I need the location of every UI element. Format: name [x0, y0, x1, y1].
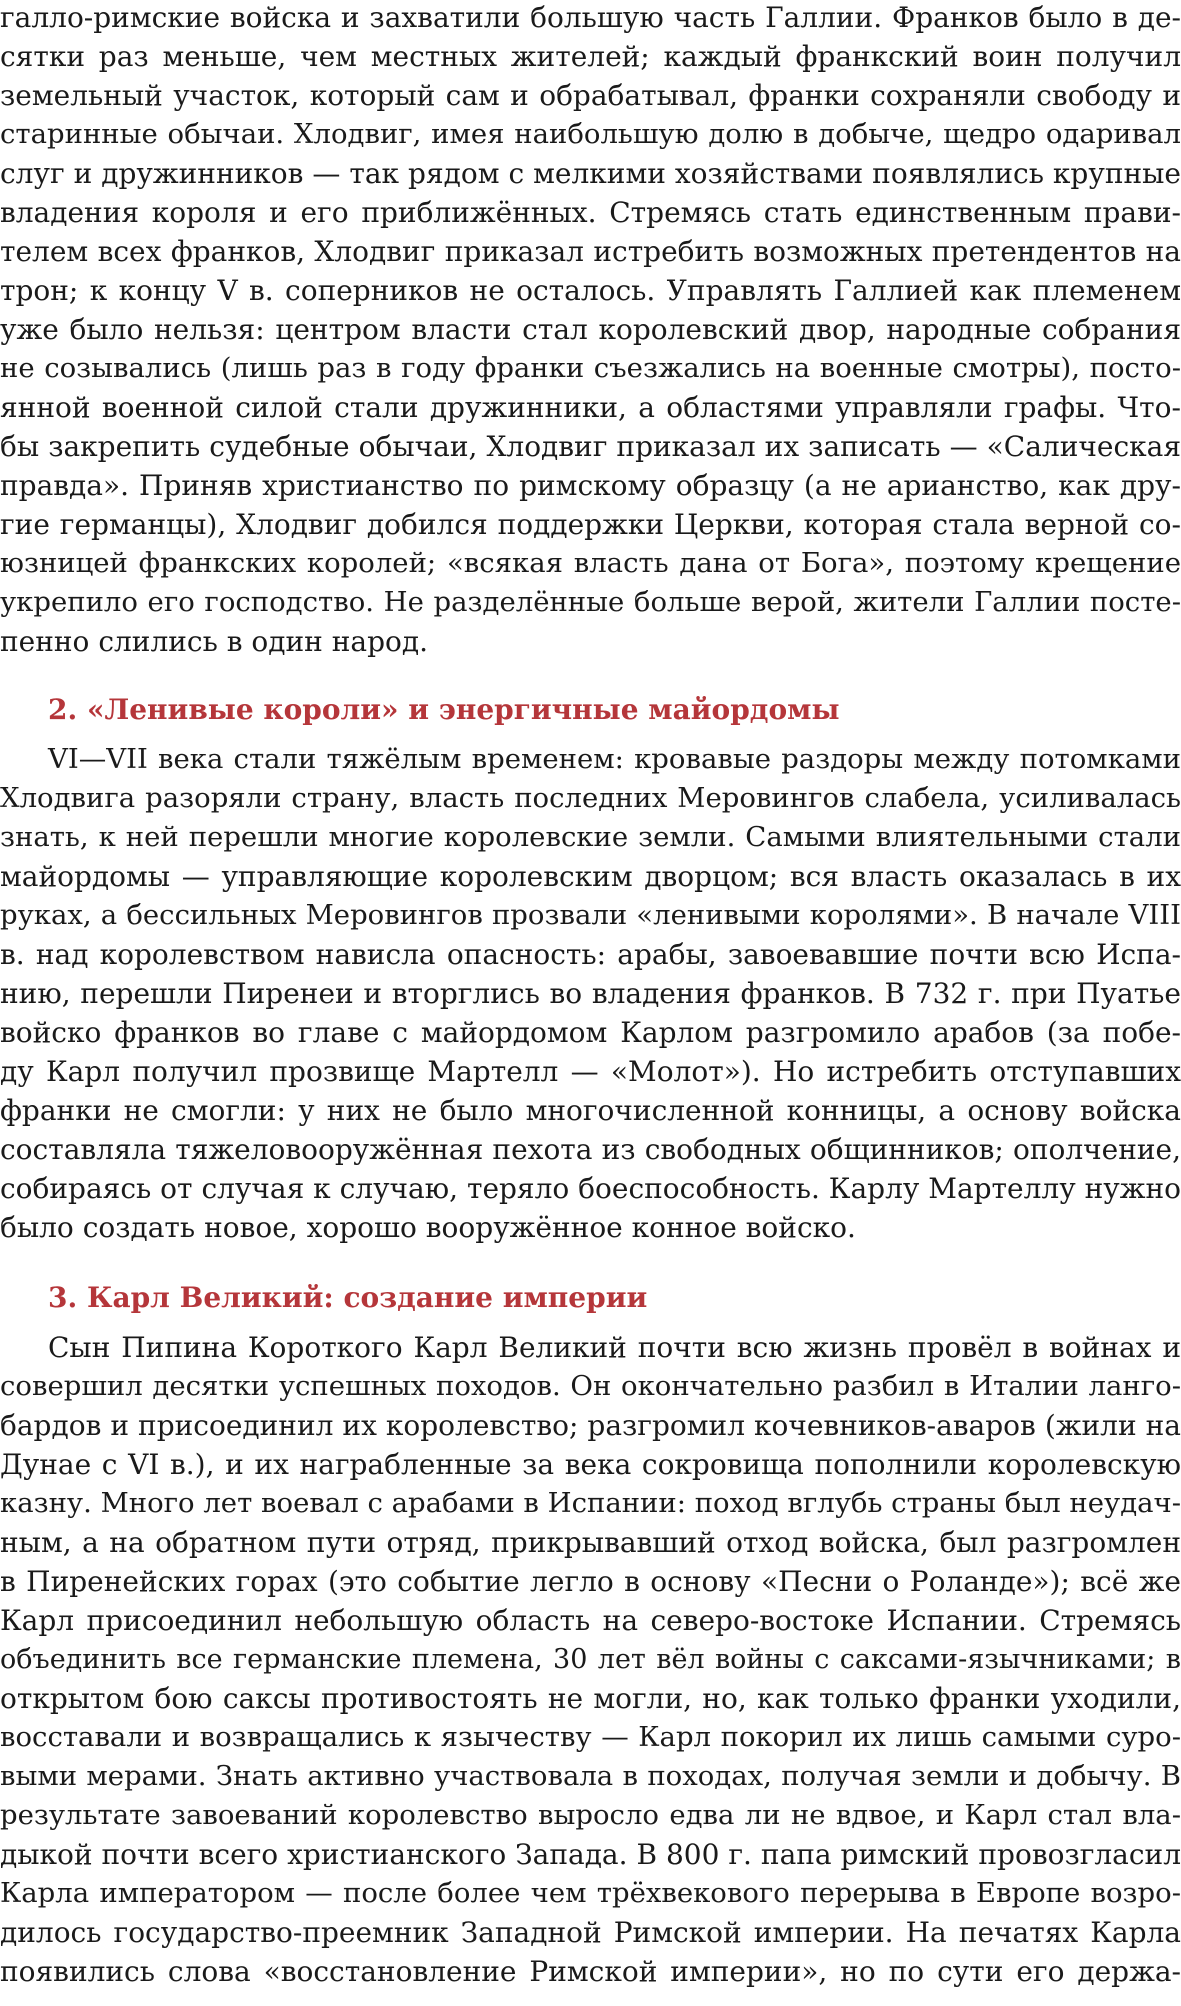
text-line: юзницей франкских королей; «всякая власть дана от Бога», поэтому крещение — [0, 547, 1181, 579]
text-line: VI—VII века стали тяжёлым временем: кровавые раздоры между потомками — [48, 743, 1181, 775]
text-line: Сын Пипина Короткого Карл Великий почти всю жизнь провёл в войнах и — [48, 1331, 1181, 1364]
text-line: объединить все германские племена, 30 лет вёл войны с саксами-язычниками; в — [0, 1644, 1181, 1675]
text-line: было создать новое, хорошо вооружённое конное войско. — [0, 1211, 856, 1244]
text-line: бардов и присоединил их королевство; разгромил кочевников-аваров (жили на — [0, 1409, 1181, 1442]
text-line: янной военной силой стали дружинники, а областями управляли графы. Что- — [0, 391, 1181, 424]
text-line: старинные обычаи. Хлодвиг, имея наибольшую долю в добыче, щедро одаривал — [0, 118, 1181, 150]
text-line: ду Карл получил прозвище Мартелл — «Молот»). Но истребить отступавших — [0, 1055, 1181, 1088]
text-line: в. над королевством нависла опасность: арабы, завоевавшие почти всю Испа- — [0, 938, 1181, 971]
text-line: войско франков во главе с майордомом Карлом разгромило арабов (за побе- — [0, 1016, 1181, 1049]
section-3 — [0, 1278, 1181, 1317]
text-line: результате завоеваний королевство выросло едва ли не вдвое, и Карл стал вла- — [0, 1799, 1181, 1831]
paragraph-text — [0, 0, 1181, 661]
paragraph-text — [0, 740, 1181, 1247]
section-2-body — [0, 740, 1181, 1247]
text-line: телем всех франков, Хлодвиг приказал истребить возможных претендентов на — [0, 235, 1181, 268]
text-line: появились слова «восстановление Римской империи», но по сути его держа- — [0, 1955, 1181, 1988]
paragraph-continuation — [0, 0, 1181, 661]
text-line: галло-римские войска и захватили большую часть Галлии. Франков было в де- — [0, 1, 1181, 34]
text-line: знать, к ней перешли многие королевские земли. Самыми влиятельными стали — [0, 821, 1181, 853]
section-2 — [0, 690, 1181, 729]
text-line: ным, а на обратном пути отряд, прикрывавший отход войска, был разгромлен — [0, 1526, 1181, 1559]
text-line: Карл присоединил небольшую область на северо-востоке Испании. Стремясь — [0, 1604, 1181, 1637]
text-line: казну. Много лет воевал с арабами в Испании: поход вглубь страны был неудач- — [0, 1487, 1181, 1519]
text-line: земельный участок, который сам и обрабатывал, франки сохраняли свободу и — [0, 79, 1181, 112]
text-line: открытом бою саксы противостоять не могли, но, как только франки уходили, — [0, 1682, 1181, 1715]
text-line: трон; к концу V в. соперников не осталось. Управлять Галлией как племенем — [0, 274, 1181, 307]
text-line: выми мерами. Знать активно участвовала в походах, получая земли и добычу. В — [0, 1760, 1181, 1792]
text-line: совершил десятки успешных походов. Он окончательно разбил в Италии ланго- — [0, 1370, 1181, 1402]
text-line: дилось государство-преемник Западной Римской империи. На печатях Карла — [0, 1916, 1181, 1949]
text-line: составляла тяжеловооружённая пехота из свободных общинников; ополчение, — [0, 1133, 1181, 1166]
text-line: Дунае с VI в.), и их награбленные за века сокровища пополнили королевскую — [0, 1448, 1181, 1481]
text-line: слуг и дружинников — так рядом с мелкими хозяйствами появлялись крупные — [0, 157, 1181, 190]
text-line: правда». Приняв христианство по римскому образцу (а не арианство, как дру- — [0, 469, 1181, 502]
text-line: уже было нельзя: центром власти стал королевский двор, народные собрания — [0, 313, 1181, 346]
text-line: руках, а бессильных Меровингов прозвали «ленивыми королями». В начале VIII — [0, 899, 1181, 931]
text-line: майордомы — управляющие королевским дворцом; вся власть оказалась в их — [0, 860, 1181, 893]
section-heading: 3. Карл Великий: создание империи — [48, 1281, 648, 1314]
text-line: гие германцы), Хлодвиг добился поддержки Церкви, которая стала верной со- — [0, 508, 1181, 541]
text-line: дыкой почти всего христианского Запада. В 800 г. папа римский провозгласил — [0, 1838, 1181, 1871]
text-line: в Пиренейских горах (это событие легло в основу «Песни о Роланде»); всё же — [0, 1565, 1181, 1598]
text-line: укрепило его господство. Не разделённые больше верой, жители Галлии посте- — [0, 586, 1181, 618]
text-line: Карла императором — после более чем трёхвекового перерыва в Европе возро- — [0, 1877, 1181, 1909]
text-line: франки не смогли: у них не было многочисленной конницы, а основу войска — [0, 1094, 1181, 1127]
section-heading: 2. «Ленивые короли» и энергичные майордомы — [48, 693, 840, 726]
paragraph-text — [0, 1328, 1181, 1991]
text-line: нию, перешли Пиренеи и вторглись во владения франков. В 732 г. при Пуатье — [0, 977, 1181, 1010]
text-line: владения короля и его приближённых. Стремясь стать единственным прави- — [0, 196, 1181, 229]
text-line: пенно слились в один народ. — [0, 625, 428, 658]
text-line: не созывались (лишь раз в году франки съезжались на военные смотры), посто- — [0, 352, 1181, 384]
text-line: восставали и возвращались к язычеству — Карл покорил их лишь самыми суро- — [0, 1721, 1181, 1753]
text-line: бы закрепить судебные обычаи, Хлодвиг приказал их записать — «Салическая — [0, 430, 1181, 463]
section-3-body — [0, 1328, 1181, 1991]
text-line: сятки раз меньше, чем местных жителей; каждый франкский воин получил — [0, 40, 1181, 73]
text-line: собираясь от случая к случаю, теряло боеспособность. Карлу Мартеллу нужно — [0, 1172, 1181, 1205]
text-line: Хлодвига разоряли страну, власть последних Меровингов слабела, усиливалась — [0, 782, 1181, 814]
